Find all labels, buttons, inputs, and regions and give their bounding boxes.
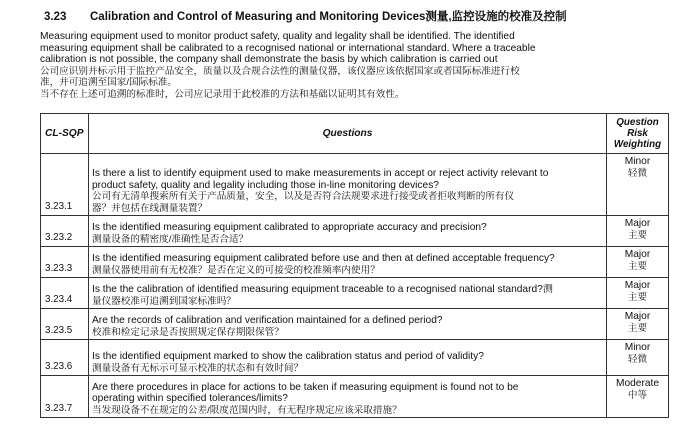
intro-line: measuring equipment shall be calibrated to a recognised national or international standard. Where a traceable — [40, 42, 536, 54]
row-question: Is the identified measuring equipment calibrated before use and then at defined acceptable frequency? 测量仪器使用前有无校准？是否在定义的可接受的校准频率内使用？ — [89, 247, 607, 278]
row-risk: Major 主要 — [607, 278, 669, 309]
row-risk: Major 主要 — [607, 216, 669, 247]
header-questions: Questions — [89, 114, 607, 154]
row-question: Are the records of calibration and verification maintained for a defined period? 校准和检定记录是否按照规定保存期限保管？ — [89, 309, 607, 340]
header-risk-weighting: Question Risk Weighting — [607, 114, 669, 154]
questions-table — [40, 113, 669, 418]
table-row — [41, 216, 669, 247]
intro-line-zh: 准，并可追溯至国家/国际标准。 — [40, 77, 177, 89]
intro-line: Measuring equipment used to monitor product safety, quality and legality shall be identified. The identified — [40, 31, 515, 42]
section-heading — [44, 8, 684, 24]
header-cl-sqp: CL-SQP — [41, 114, 89, 154]
row-risk: Minor 轻微 — [607, 340, 669, 376]
row-id: 3.23.2 — [41, 216, 89, 247]
table-row — [41, 340, 669, 376]
row-question: Is the identified measuring equipment calibrated to appropriate accuracy and precision? 测量设备的精密度/准确性是否合适？ — [89, 216, 607, 247]
section-title: Calibration and Control of Measuring and Monitoring Devices测量,监控设施的校准及控制 — [90, 11, 567, 23]
row-question: Are there procedures in place for actions to be taken if measuring equipment is found not to be operating within specified tolerances/limits? 当发现设备不在规定的公差/限度范围内时，有无程序规定应该采取措施？ — [89, 376, 607, 418]
row-risk: Major 主要 — [607, 309, 669, 340]
row-question: Is there a list to identify equipment used to make measurements in accept or reject activity relevant to product safety, quality and legality including those in-line monitoring devices? 公司有无清单搜索所有关于产品质量，安全，以及是否符合法规要求进行接受或者拒收判断的所有仪 器？并包括在线测量装置？ — [89, 154, 607, 216]
row-risk: Moderate 中等 — [607, 376, 669, 418]
row-id: 3.23.4 — [41, 278, 89, 309]
row-id: 3.23.3 — [41, 247, 89, 278]
section-number: 3.23 — [44, 11, 67, 23]
intro-line: calibration is not possible, the company shall demonstrate the basis by which calibration is carried out — [40, 54, 498, 66]
table-row — [41, 376, 669, 418]
intro-line-zh: 当不存在上述可追溯的标准时，公司应记录用于此校准的方法和基础以证明其有效性。 — [40, 88, 405, 100]
table-header-row — [41, 114, 669, 154]
table-row — [41, 278, 669, 309]
row-question: Is the identified equipment marked to show the calibration status and period of validity? 测量设备有无标示可显示校准的状态和有效时间？ — [89, 340, 607, 376]
row-question: Is the the calibration of identified measuring equipment traceable to a recognised national standard?测 量仪器校准可追溯到国家标准吗？ — [89, 278, 607, 309]
row-id: 3.23.1 — [41, 154, 89, 216]
row-id: 3.23.5 — [41, 309, 89, 340]
table-row — [41, 154, 669, 216]
intro-line-zh: 公司应识别并标示用于监控产品安全，质量以及合规合法性的测量仪器，该仪器应该依据国家或者国际标准进行校 — [40, 65, 520, 77]
row-id: 3.23.7 — [41, 376, 89, 418]
row-risk: Minor 轻微 — [607, 154, 669, 216]
intro-paragraph — [40, 31, 680, 101]
table-row — [41, 309, 669, 340]
row-risk: Major 主要 — [607, 247, 669, 278]
row-id: 3.23.6 — [41, 340, 89, 376]
table-row — [41, 247, 669, 278]
